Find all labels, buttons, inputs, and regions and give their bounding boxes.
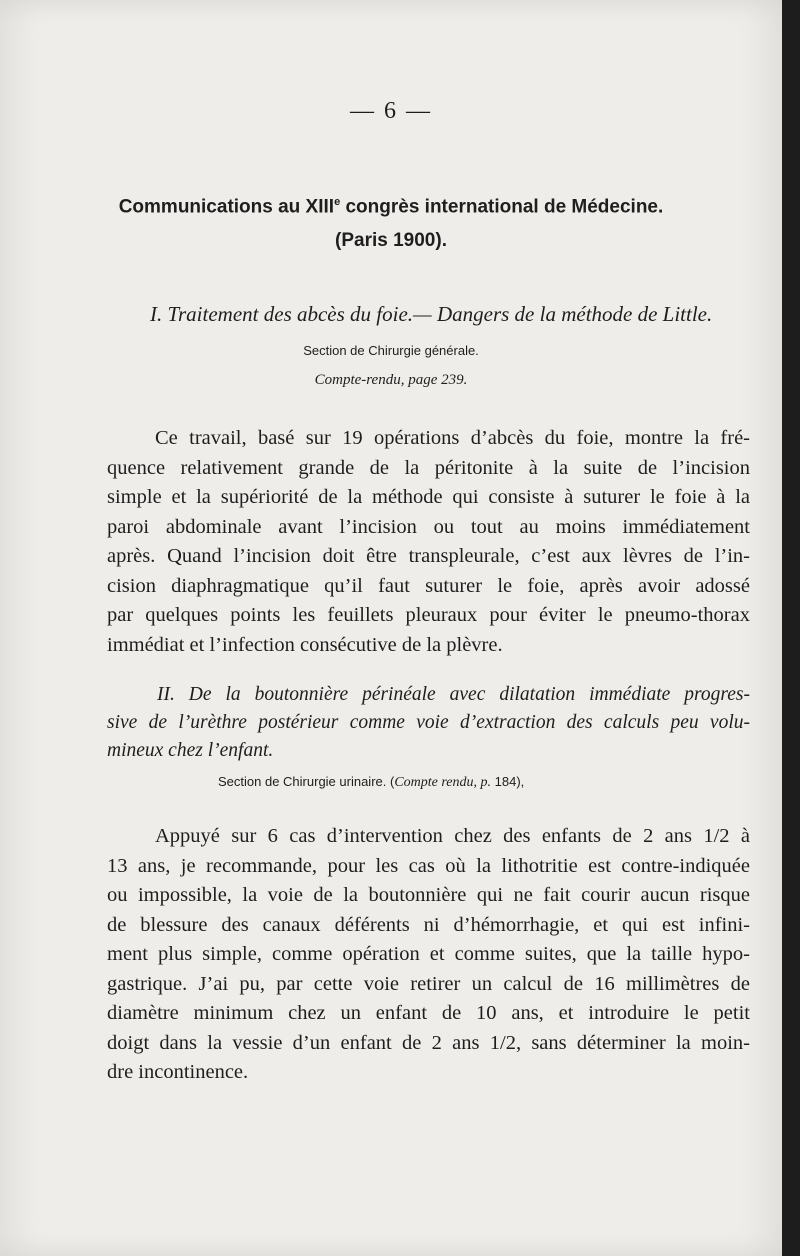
paragraph-line: gastrique. J’ai pu, par cette voie retirer un calcul de 16 millimètres de [107,972,750,995]
paragraph-line: doigt dans la vessie d’un enfant de 2 ans 1/2, sans déterminer la moin- [107,1031,750,1054]
paragraph-line: simple et la supériorité de la méthode qui consiste à suturer le foie à la [107,486,750,508]
item2-title-line: mineux chez l’enfant. [107,740,274,761]
page-edge-shadow [782,0,800,1256]
paragraph-line: cision diaphragmatique qu’il faut suturer le foie, après avoir adossé [107,574,750,597]
main-heading-prefix: Communications au XIII [118,196,335,218]
item2-section-italic: Compte rendu, p. [394,775,492,790]
page-number: — 6 — [350,98,432,124]
sub-heading: (Paris 1900). [335,230,447,251]
paragraph-line: de blessure des canaux déférents ni d’hémorrhagie, et qui est infini- [107,913,750,936]
paragraph-line: immédiat et l’infection consécutive de la plèvre. [107,633,503,656]
item1-paragraph [107,424,750,660]
paragraph-line: diamètre minimum chez un enfant de 10 ans, et introduire le petit [107,1002,750,1024]
paragraph-line: après. Quand l’incision doit être transpleurale, c’est aux lèvres de l’in- [107,545,750,567]
paragraph-line: Appuyé sur 6 cas d’intervention chez des enfants de 2 ans 1/2 à [155,825,750,847]
item2-section-suffix: 184), [491,774,525,789]
paragraph-line: quence relativement grande de la péritonite à la suite de l’incision [107,456,750,479]
item2-section-prefix: Section de Chirurgie urinaire. ( [218,774,395,789]
main-heading [0,196,782,218]
paragraph-line: par quelques points les feuillets pleuraux pour éviter le pneumo-thorax [107,604,750,626]
item2-title [107,681,750,765]
paragraph-line: dre incontinence. [107,1061,249,1083]
item2-title-line: sive de l’urèthre postérieur comme voie d’extraction des calculs peu volu- [107,712,750,733]
item1-compte-text: Compte-rendu, page 239. [314,372,468,388]
paragraph-line: ment plus simple, comme opération et comme suites, que la taille hypo- [107,943,750,965]
item1-title: I. Traitement des abcès du foie.— Dangers de la méthode de Little. [150,302,713,326]
main-heading-superscript: e [334,196,341,208]
paragraph-line: Ce travail, basé sur 19 opérations d’abcès du foie, montre la fré- [155,427,750,449]
item2-paragraph [107,822,750,1088]
item2-section [218,774,658,791]
paragraph-line: 13 ans, je recommande, pour les cas où la lithotritie est contre-indiquée [107,854,750,877]
main-heading-suffix: congrès international de Médecine. [340,196,664,218]
item1-compte-rendu [0,372,782,389]
item1-section: Section de Chirurgie générale. [303,343,479,358]
paragraph-line: ou impossible, la voie de la boutonnière qui ne fait courir aucun risque [107,884,750,906]
item2-title-line: II. De la boutonnière périnéale avec dilatation immédiate progres- [157,684,750,705]
paragraph-line: paroi abdominale avant l’incision ou tout au moins immédiatement [107,515,750,538]
